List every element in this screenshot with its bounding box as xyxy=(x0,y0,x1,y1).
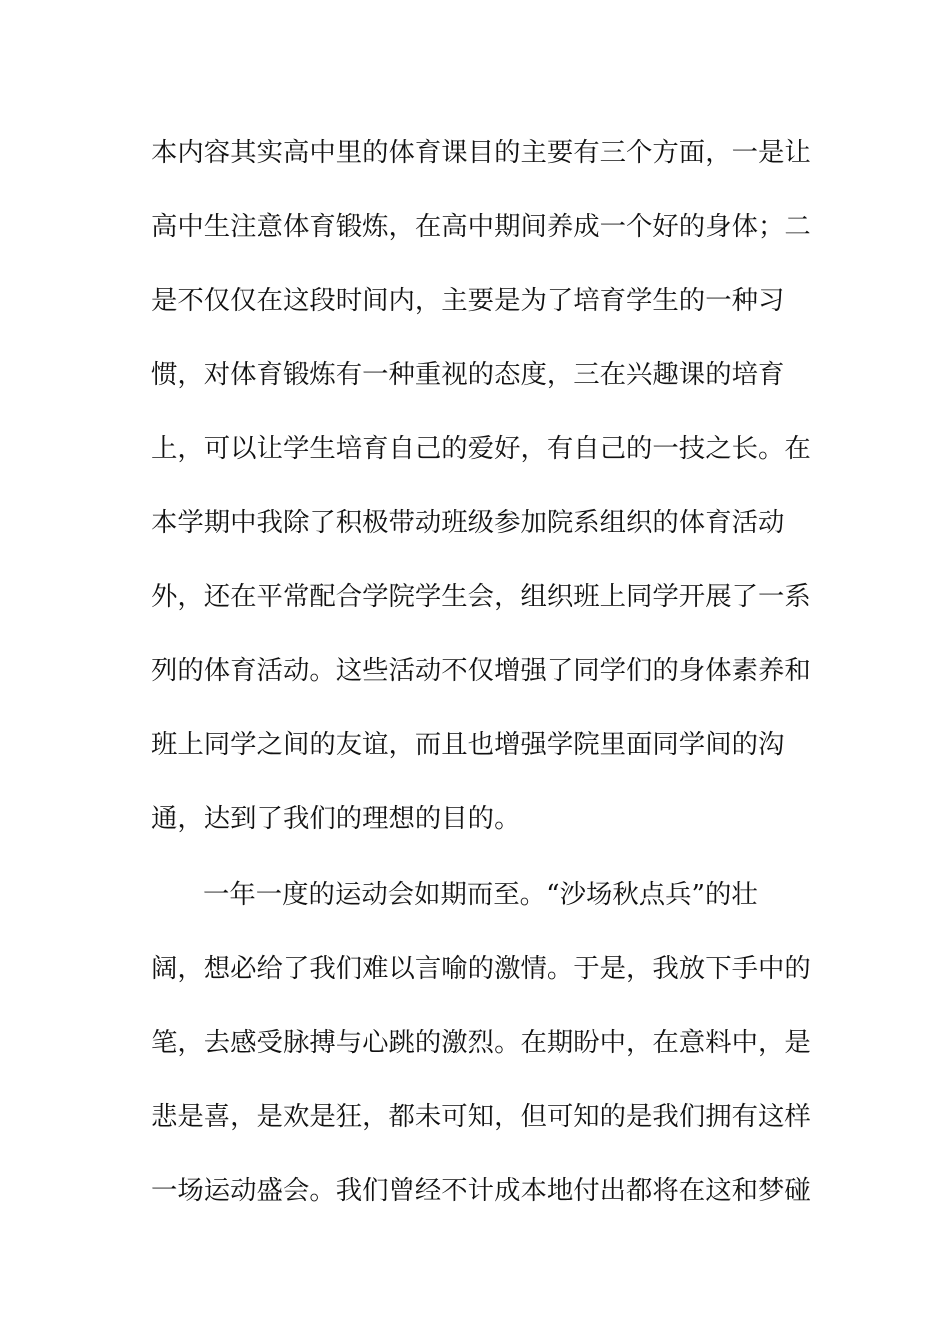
text-line: 本学期中我除了积极带动班级参加院系组织的体育活动 xyxy=(151,507,785,538)
text-line: 惯，对体育锻炼有一种重视的态度，三在兴趣课的培育 xyxy=(151,359,785,390)
text-line: 通，达到了我们的理想的目的。 xyxy=(151,803,521,834)
text-line: 班上同学之间的友谊，而且也增强学院里面同学间的沟 xyxy=(151,729,785,760)
text-line: 阔，想必给了我们难以言喻的激情。于是，我放下手中的 xyxy=(151,953,811,984)
text-line: 笔，去感受脉搏与心跳的激烈。在期盼中，在意料中，是 xyxy=(151,1027,811,1058)
text-line: 上，可以让学生培育自己的爱好，有自己的一技之长。在 xyxy=(151,433,811,464)
text-line: 本内容其实高中里的体育课目的主要有三个方面，一是让 xyxy=(151,137,811,168)
text-line: 外，还在平常配合学院学生会，组织班上同学开展了一系 xyxy=(151,581,811,612)
text-line: 列的体育活动。这些活动不仅增强了同学们的身体素养和 xyxy=(151,655,811,686)
text-line: 是不仅仅在这段时间内，主要是为了培育学生的一种习 xyxy=(151,285,785,316)
text-line: 高中生注意体育锻炼，在高中期间养成一个好的身体；二 xyxy=(151,211,811,242)
text-line: 一场运动盛会。我们曾经不计成本地付出都将在这和梦碰 xyxy=(151,1175,811,1206)
text-line: 一年一度的运动会如期而至。“沙场秋点兵”的壮 xyxy=(203,879,758,910)
text-line: 悲是喜，是欢是狂，都未可知，但可知的是我们拥有这样 xyxy=(151,1101,811,1132)
